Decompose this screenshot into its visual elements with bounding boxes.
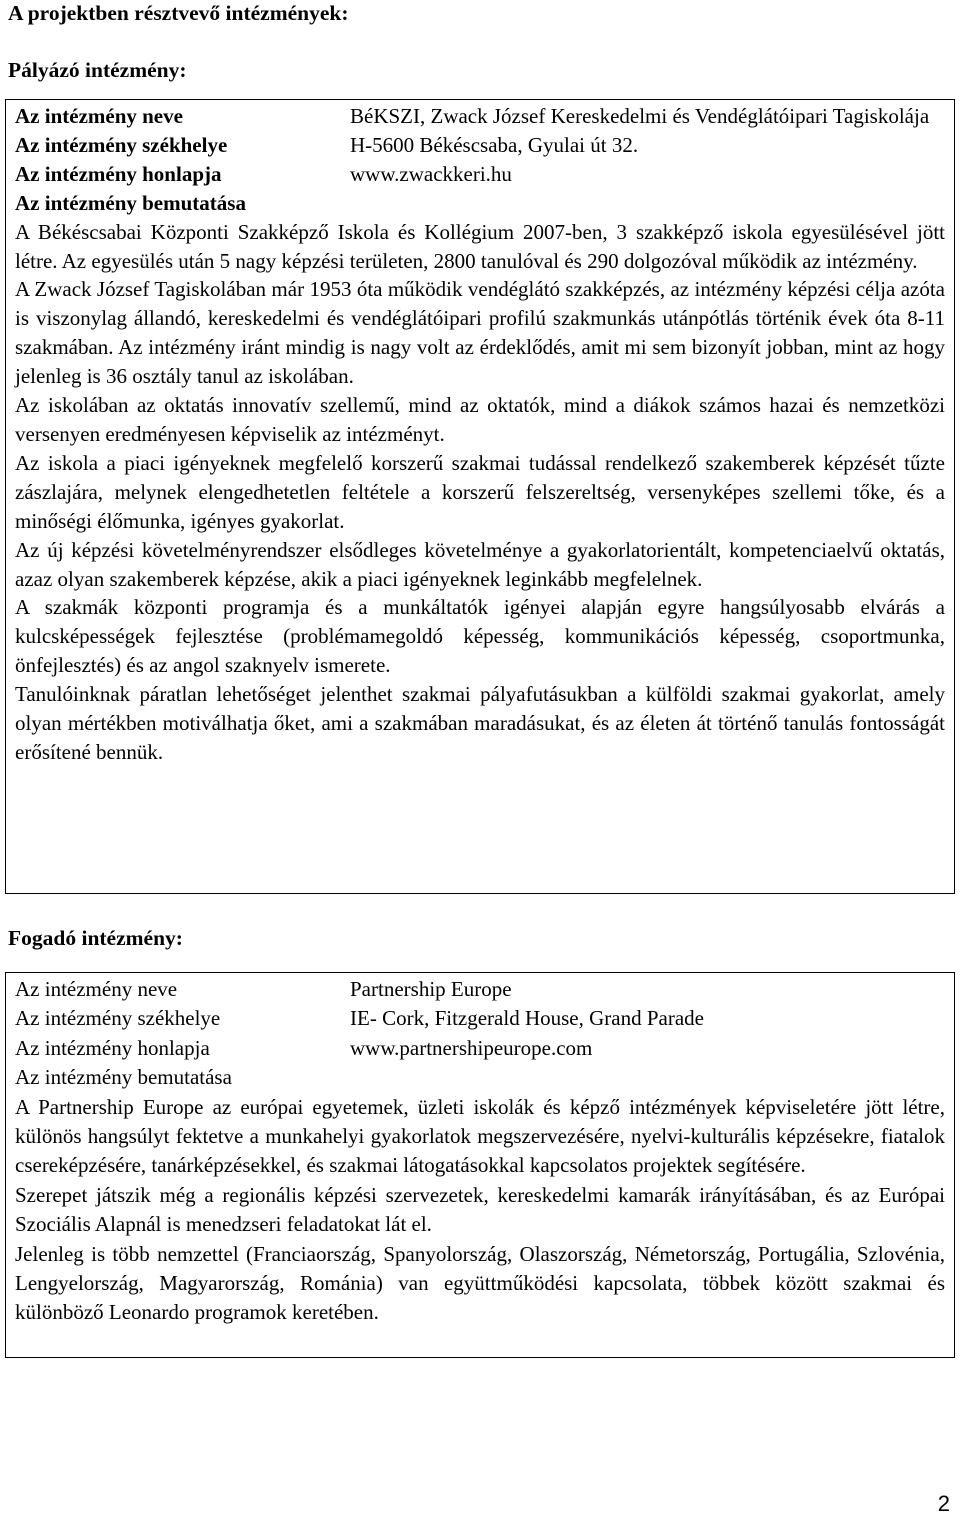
host-address-value: IE- Cork, Fitzgerald House, Grand Parade	[350, 1006, 704, 1031]
host-heading: Fogadó intézmény:	[8, 926, 183, 950]
applicant-paragraph: Az iskolában az oktatás innovatív szellemű, mind az oktatók, mind a diákok számos hazai és nemzetközi versenyen eredményesen képviselik az intézményt.	[15, 393, 945, 446]
host-name-value: Partnership Europe	[350, 977, 512, 1001]
host-description-label: Az intézmény bemutatása	[15, 1065, 232, 1090]
applicant-name-row	[15, 102, 945, 131]
applicant-address-row	[15, 131, 945, 160]
applicant-paragraph: Az új képzési követelményrendszer elsődleges követelménye a gyakorlatorientált, kompetenciaelvű oktatás, azaz olyan szakemberek képzése, akik a piaci igényeknek leginkább megfelelnek.	[15, 537, 945, 591]
applicant-name-value: BéKSZI, Zwack József Kereskedelmi és Vendéglátóipari Tagiskolája	[350, 104, 930, 128]
host-website-label: Az intézmény honlapja	[15, 1035, 210, 1060]
applicant-paragraph: A Zwack József Tagiskolában már 1953 óta működik vendéglátó szakképzés, az intézmény képzési célja azóta is viszonylag állandó, kereskedelmi és vendéglátóipari profilú szakmunkás utánpótlás történik évek óta 8-11 szakmában. Az intézmény iránt mindig is nagy volt az érdeklődés, amit mi sem bizonyít jobban, mint az hogy jelenleg is 36 osztály tanul az iskolában.	[15, 277, 945, 389]
applicant-address-label: Az intézmény székhelye	[15, 132, 228, 157]
applicant-website-label: Az intézmény honlapja	[15, 161, 222, 186]
applicant-address-value: H-5600 Békéscsaba, Gyulai út 32.	[350, 132, 639, 157]
host-address-label: Az intézmény székhelye	[15, 1006, 221, 1031]
page-number: 2	[937, 1491, 950, 1516]
host-name-label: Az intézmény neve	[15, 977, 178, 1001]
host-website-row	[15, 1034, 945, 1063]
applicant-name-label: Az intézmény neve	[15, 104, 183, 128]
applicant-website-value: www.zwackkeri.hu	[350, 161, 512, 186]
host-name-row	[15, 975, 945, 1004]
applicant-heading: Pályázó intézmény:	[8, 58, 187, 82]
applicant-paragraph: Tanulóinknak páratlan lehetőséget jelenthet szakmai pályafutásukban a külföldi szakmai gyakorlat, amely olyan mértékben motiválhatja őket, ami a szakmában maradásukat, és az életen át történő tanulás fontosságát erősítené bennük.	[15, 682, 945, 764]
host-info-box	[5, 972, 955, 1358]
applicant-description-label: Az intézmény bemutatása	[15, 190, 246, 215]
applicant-info-box	[5, 99, 955, 894]
main-heading: A projektben résztvevő intézmények:	[8, 1, 349, 25]
host-paragraph: Jelenleg is több nemzettel (Franciaország, Spanyolország, Olaszország, Németország, Portugália, Szlovénia, Lengyelország, Magyarország, Románia) van együttműködési kapcsolata, többek között szakmai és különböző Leonardo programok keretében.	[15, 1241, 945, 1325]
host-address-row	[15, 1004, 945, 1033]
applicant-paragraph: A Békéscsabai Központi Szakképző Iskola és Kollégium 2007-ben, 3 szakképző iskola egyesülésével jött létre. Az egyesülés után 5 nagy képzési területen, 2800 tanulóval és 290 dolgozóval működik az intézmény.	[15, 219, 945, 273]
host-website-value: www.partnershipeurope.com	[350, 1035, 593, 1060]
applicant-website-row	[15, 160, 945, 189]
applicant-paragraph: Az iskola a piaci igényeknek megfelelő korszerű szakmai tudással rendelkező szakemberek képzését tűzte zászlajára, melynek elengedhetetlen feltétele a korszerű felszereltség, versenyképes szellemi tőke, és a minőségi élőmunka, igényes gyakorlat.	[15, 450, 945, 533]
host-paragraph: Szerepet játszik még a regionális képzési szervezetek, kereskedelmi kamarák irányításában, és az Európai Szociális Alapnál is menedzseri feladatokat lát el.	[15, 1182, 945, 1237]
applicant-paragraph: A szakmák központi programja és a munkáltatók igényei alapján egyre hangsúlyosabb elvárás a kulcsképességek fejlesztése (problémamegoldó képesség, kommunikációs képesség, csoportmunka, önfejlesztés) és az angol szaknyelv ismerete.	[15, 595, 945, 678]
host-paragraph: A Partnership Europe az európai egyetemek, üzleti iskolák és képző intézmények képviseletére jött létre, különös hangsúlyt fektetve a munkahelyi gyakorlatok megszervezésére, nyelvi-kulturális képzésekre, fiatalok csereképzésére, tanárképzésekkel, és szakmai látogatásokkal kapcsolatos projektek segítésére.	[15, 1094, 945, 1178]
